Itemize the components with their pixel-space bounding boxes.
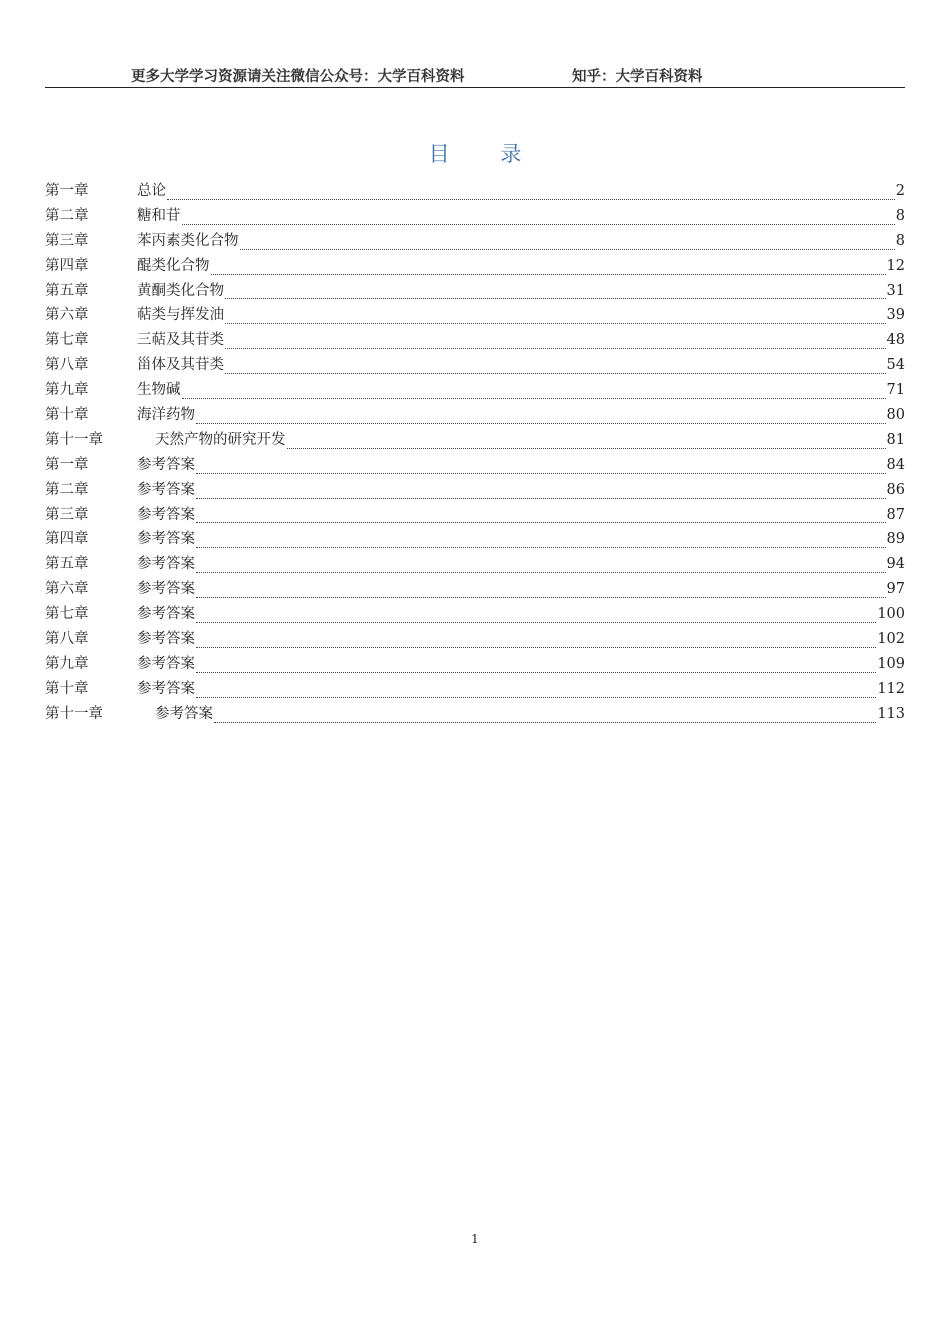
toc-entry[interactable] [45,677,905,702]
toc-chapter-label: 第七章 [45,606,89,623]
toc-entry[interactable] [45,602,905,627]
toc-page-number: 8 [895,232,905,249]
toc-page-number: 94 [886,556,905,573]
toc-page-number: 89 [886,531,905,548]
toc-entry[interactable] [45,552,905,577]
table-of-contents [45,179,905,727]
toc-chapter-label: 第四章 [45,257,89,274]
toc-page-number: 86 [886,481,905,498]
toc-page-number: 31 [886,282,905,299]
toc-entry-title: 萜类与挥发油 [137,307,224,324]
toc-page-number: 2 [895,183,905,199]
page-header [45,60,905,88]
toc-page-number: 12 [886,257,905,274]
toc-page-number: 97 [886,581,905,598]
toc-entry-title: 海洋药物 [137,407,195,424]
toc-entry-title: 参考答案 [137,680,195,697]
toc-dot-leader [225,348,886,349]
toc-entry[interactable] [45,453,905,478]
toc-entry-title: 参考答案 [137,531,195,548]
toc-chapter-label: 第十章 [45,407,89,424]
header-right-text: 知乎：大学百科资料 [572,69,703,85]
toc-page-number: 109 [877,655,905,672]
page-number: 1 [471,1232,479,1246]
toc-dot-leader [182,224,895,225]
toc-entry-title: 参考答案 [137,631,195,648]
toc-entry[interactable] [45,378,905,403]
toc-chapter-label: 第十一章 [45,431,103,448]
toc-chapter-label: 第二章 [45,207,89,224]
toc-entry[interactable] [45,279,905,304]
toc-entry-title: 甾体及其苷类 [137,357,224,374]
toc-dot-leader [196,697,876,698]
toc-chapter-label: 第九章 [45,655,89,672]
toc-dot-leader [196,522,886,523]
toc-entry-title: 苯丙素类化合物 [137,232,239,249]
toc-chapter-label: 第二章 [45,481,89,498]
toc-dot-leader [196,423,886,424]
toc-entry-title: 参考答案 [137,581,195,598]
toc-page-number: 84 [886,456,905,473]
toc-entry[interactable] [45,577,905,602]
toc-entry[interactable] [45,627,905,652]
toc-dot-leader [196,672,876,673]
toc-dot-leader [225,298,886,299]
toc-entry[interactable] [45,179,905,204]
toc-dot-leader [196,498,886,499]
toc-chapter-label: 第一章 [45,456,89,473]
toc-dot-leader [240,249,895,250]
toc-entry-title: 醌类化合物 [137,257,210,274]
toc-chapter-label: 第六章 [45,307,89,324]
toc-entry[interactable] [45,403,905,428]
toc-entry[interactable] [45,328,905,353]
toc-dot-leader [182,398,886,399]
toc-entry-title: 糖和苷 [137,207,181,224]
toc-entry[interactable] [45,428,905,453]
toc-chapter-label: 第七章 [45,332,89,349]
toc-page-number: 100 [877,606,905,623]
toc-chapter-label: 第五章 [45,556,89,573]
toc-dot-leader [196,473,886,474]
toc-entry-title: 生物碱 [137,382,181,399]
toc-chapter-label: 第十章 [45,680,89,697]
toc-chapter-label: 第八章 [45,357,89,374]
toc-chapter-label: 第三章 [45,232,89,249]
toc-dot-leader [196,572,886,573]
toc-dot-leader [196,622,876,623]
toc-entry[interactable] [45,229,905,254]
toc-dot-leader [196,597,886,598]
toc-entry[interactable] [45,527,905,552]
toc-dot-leader [196,547,886,548]
toc-chapter-label: 第六章 [45,581,89,598]
toc-page-number: 102 [877,631,905,648]
toc-entry-title: 参考答案 [137,655,195,672]
toc-entry-title: 参考答案 [155,705,213,722]
toc-entry[interactable] [45,204,905,229]
toc-entry[interactable] [45,652,905,677]
toc-dot-leader [225,373,886,374]
toc-entry-title: 参考答案 [137,556,195,573]
toc-entry-title: 三萜及其苷类 [137,332,224,349]
toc-entry-title: 总论 [137,183,166,199]
toc-page-number: 87 [886,506,905,523]
toc-entry[interactable] [45,353,905,378]
toc-chapter-label: 第九章 [45,382,89,399]
toc-entry[interactable] [45,503,905,528]
toc-entry[interactable] [45,702,905,727]
toc-page-number: 113 [877,705,905,722]
toc-chapter-label: 第三章 [45,506,89,523]
toc-entry-title: 黄酮类化合物 [137,282,224,299]
toc-title: 目 录 [428,142,544,166]
toc-entry[interactable] [45,303,905,328]
toc-page-number: 80 [886,407,905,424]
toc-page-number: 39 [886,307,905,324]
toc-chapter-label: 第十一章 [45,705,103,722]
toc-dot-leader [287,448,886,449]
toc-entry-title: 参考答案 [137,481,195,498]
toc-entry-title: 天然产物的研究开发 [155,431,286,448]
toc-chapter-label: 第四章 [45,531,89,548]
toc-chapter-label: 第一章 [45,183,89,199]
toc-entry-title: 参考答案 [137,506,195,523]
toc-entry-title: 参考答案 [137,456,195,473]
toc-page-number: 81 [886,431,905,448]
toc-entry[interactable] [45,254,905,279]
header-left-text: 更多大学学习资源请关注微信公众号：大学百科资料 [131,69,465,85]
toc-dot-leader [196,647,876,648]
toc-dot-leader [214,722,876,723]
toc-dot-leader [211,274,886,275]
toc-dot-leader [225,323,886,324]
toc-entry[interactable] [45,478,905,503]
toc-entry-title: 参考答案 [137,606,195,623]
toc-page-number: 112 [877,680,905,697]
toc-page-number: 8 [895,207,905,224]
toc-page-number: 71 [886,382,905,399]
toc-page-number: 48 [886,332,905,349]
toc-chapter-label: 第八章 [45,631,89,648]
toc-chapter-label: 第五章 [45,282,89,299]
toc-page-number: 54 [886,357,905,374]
toc-dot-leader [167,199,895,200]
